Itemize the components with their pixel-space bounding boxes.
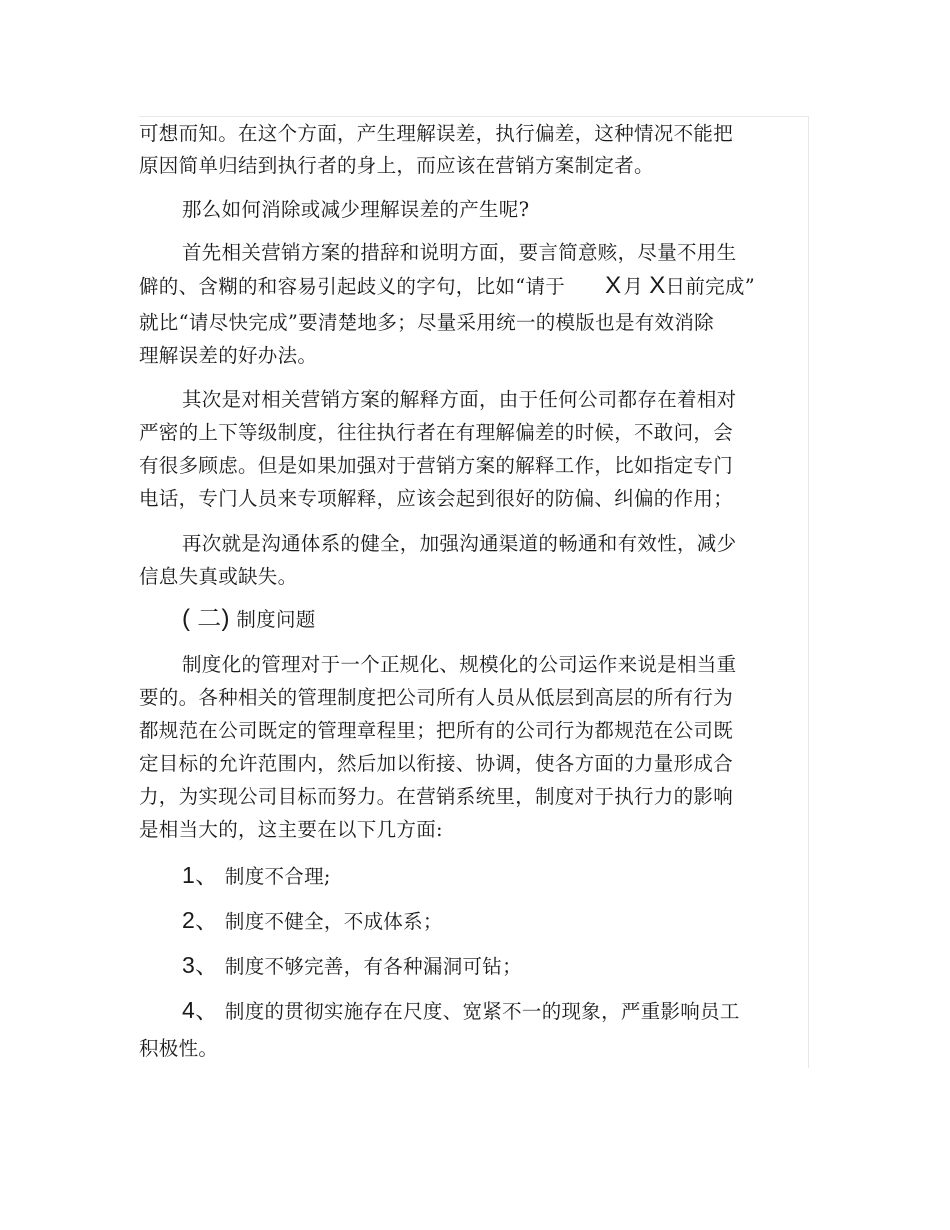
placeholder-x: X: [605, 272, 622, 299]
list-item: [182, 862, 331, 890]
list-text: 制度不合理;: [224, 865, 331, 888]
list-text: 制度不够完善，有各种漏洞可钻；: [224, 955, 522, 978]
paragraph-question: 那么如何消除或减少理解误差的产生呢?: [182, 198, 530, 221]
list-text: 制度不健全，不成体系；: [224, 910, 443, 933]
list-number: 4、: [182, 997, 219, 1023]
text-fragment: 僻的、含糊的和容易引起歧义的字句，比如“请于: [139, 275, 566, 298]
text-fragment: 日前完成”: [665, 275, 755, 298]
text-line: 可想而知。在这个方面，产生理解误差，执行偏差，这种情况不能把: [139, 122, 734, 145]
text-line: 是相当大的，这主要在以下几方面:: [139, 818, 443, 841]
text-line: 原因简单归结到执行者的身上，而应该在营销方案制定者。: [139, 154, 654, 177]
text-line: 力，为实现公司目标而努力。在营销系统里，制度对于执行力的影响: [139, 785, 734, 808]
section-heading: [182, 606, 316, 633]
list-item: [182, 907, 443, 935]
text-line: 有很多顾虑。但是如果加强对于营销方案的解释工作，比如指定专门: [139, 454, 734, 477]
text-line: 信息失真或缺失。: [139, 565, 298, 588]
list-number: 3、: [182, 952, 219, 978]
text-line: 电话，专门人员来专项解释，应该会起到很好的防偏、纠偏的作用；: [139, 487, 734, 510]
list-item: [182, 997, 740, 1025]
list-text: 制度的贯彻实施存在尺度、宽紧不一的现象，严重影响员工: [224, 1000, 740, 1023]
text-line: 要的。各种相关的管理制度把公司所有人员从低层到高层的所有行为: [139, 686, 734, 709]
text-line: 都规范在公司既定的管理章程里；把所有的公司行为都规范在公司既: [139, 719, 734, 742]
section-number: ( 二): [182, 605, 230, 632]
text-line: 首先相关营销方案的措辞和说明方面，要言简意赅，尽量不用生: [182, 241, 737, 264]
text-line: 理解误差的好办法。: [139, 344, 318, 367]
text-line: [139, 273, 755, 300]
text-line: 其次是对相关营销方案的解释方面，由于任何公司都存在着相对: [182, 388, 737, 411]
list-number: 2、: [182, 907, 219, 933]
text-line: 就比“请尽快完成”要清楚地多；尽量采用统一的模版也是有效消除: [139, 311, 714, 334]
section-title: 制度问题: [236, 608, 316, 631]
text-line: 再次就是沟通体系的健全，加强沟通渠道的畅通和有效性，减少: [182, 532, 737, 555]
text-line: 严密的上下等级制度，往往执行者在有理解偏差的时候，不敢问，会: [139, 421, 734, 444]
list-item: [182, 952, 522, 980]
text-line: 定目标的允许范围内，然后加以衔接、协调，使各方面的力量形成合: [139, 752, 734, 775]
text-fragment: 月: [623, 275, 644, 298]
text-line: 积极性。: [139, 1037, 219, 1060]
list-number: 1、: [182, 862, 219, 888]
text-line: 制度化的管理对于一个正规化、规模化的公司运作来说是相当重: [182, 653, 737, 676]
placeholder-x: X: [649, 272, 666, 299]
